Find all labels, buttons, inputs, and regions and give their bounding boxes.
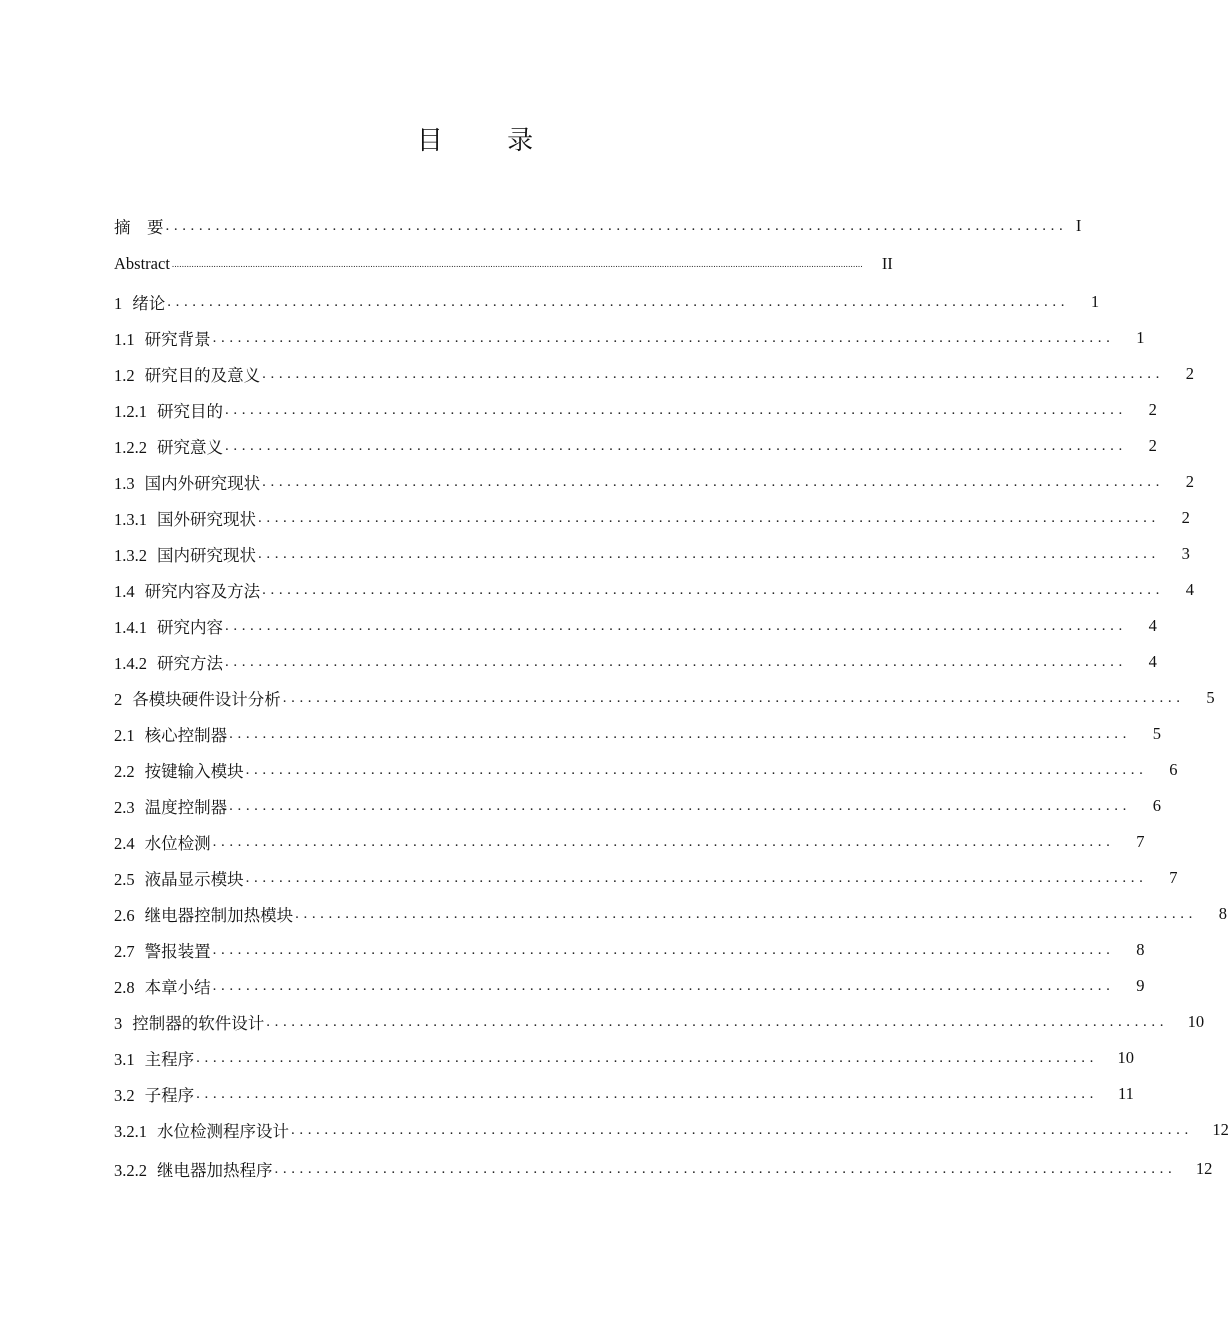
dot-leader: ............................................................................................................ — [212, 330, 1115, 346]
dot-leader: ............................................................................................................ — [295, 906, 1197, 922]
dot-leader: ............................................................................................................ — [212, 942, 1115, 958]
toc-entry-label: 2.8 本章小结 — [114, 978, 211, 997]
toc-entry[interactable] — [114, 716, 1161, 752]
dot-leader: ............................................................................................................ — [291, 1122, 1193, 1138]
toc-entry-page: 8 — [1136, 940, 1145, 959]
toc-entry[interactable] — [114, 1004, 1205, 1040]
toc-entry-label: 1 绪论 — [114, 294, 166, 313]
toc-entry[interactable] — [114, 392, 1157, 428]
toc-entry-label: 2.7 警报装置 — [114, 942, 211, 961]
toc-entry-page: II — [881, 254, 893, 273]
toc-entry-label: 2.2 按键输入模块 — [114, 762, 244, 781]
toc-entry-page: 12 — [1195, 1159, 1213, 1178]
toc-entry-label: 1.4 研究内容及方法 — [114, 582, 261, 601]
toc-entry-label: 2.1 核心控制器 — [114, 726, 228, 745]
dot-leader: ............................................................................................................ — [262, 582, 1164, 598]
dot-leader: .......................................................................................................................................................................................................................................................................................... — [171, 259, 863, 269]
toc-entry-label: 3.2.2 继电器加热程序 — [114, 1161, 273, 1180]
toc-entry[interactable] — [114, 824, 1145, 860]
toc-entry[interactable] — [114, 1040, 1134, 1076]
toc-entry-label: 1.3.1 国外研究现状 — [114, 510, 256, 529]
toc-entry-page: 6 — [1169, 760, 1178, 779]
dot-leader: ............................................................................................................ — [212, 978, 1115, 994]
dot-leader: ............................................................................................................ — [245, 870, 1148, 886]
toc-entry[interactable] — [114, 464, 1194, 500]
toc-entry-page: 2 — [1148, 400, 1157, 419]
toc-entry[interactable] — [114, 860, 1178, 896]
toc-entry-page: 2 — [1181, 508, 1190, 527]
dot-leader: ............................................................................................................ — [274, 1161, 1177, 1177]
toc-entry[interactable] — [114, 208, 1082, 244]
toc-entry[interactable] — [114, 284, 1100, 320]
toc-entry[interactable] — [114, 320, 1145, 356]
toc-entry[interactable] — [114, 608, 1157, 644]
toc-entry-label: 2.3 温度控制器 — [114, 798, 228, 817]
toc-entry-page: 10 — [1187, 1012, 1205, 1031]
toc-entry-page: I — [1075, 216, 1082, 235]
dot-leader: ............................................................................................................ — [229, 798, 1131, 814]
toc-entry-label: 1.3.2 国内研究现状 — [114, 546, 256, 565]
toc-entry-page: 12 — [1212, 1120, 1229, 1139]
dot-leader: ............................................................................................................ — [167, 294, 1070, 310]
dot-leader: ............................................................................................................ — [282, 690, 1185, 706]
toc-entry-label: Abstract — [114, 254, 170, 273]
toc-entry-label: 1.4.2 研究方法 — [114, 654, 223, 673]
toc-entry[interactable] — [114, 244, 893, 284]
toc-entry-label: 2 各模块硬件设计分析 — [114, 690, 281, 709]
toc-entry-page: 10 — [1117, 1048, 1134, 1067]
toc-entry-page: 4 — [1185, 580, 1194, 599]
toc-entry-label: 1.2.1 研究目的 — [114, 402, 223, 421]
toc-entry[interactable] — [114, 500, 1190, 536]
dot-leader: ............................................................................................................ — [196, 1086, 1098, 1102]
toc-entry-page: 6 — [1152, 796, 1161, 815]
page-title: 目 录 — [416, 126, 562, 156]
toc-entry-label: 3.1 主程序 — [114, 1050, 195, 1069]
toc-entry-page: 1 — [1090, 292, 1100, 311]
toc-entry[interactable] — [114, 968, 1145, 1004]
dot-leader: ............................................................................................................ — [245, 762, 1148, 778]
toc-entry[interactable] — [114, 1151, 1213, 1187]
toc-entry[interactable] — [114, 644, 1157, 680]
dot-leader: ............................................................................................................ — [225, 402, 1127, 418]
toc-entry-label: 1.1 研究背景 — [114, 330, 211, 349]
toc-entry-page: 8 — [1218, 904, 1227, 923]
toc-entry-page: 11 — [1118, 1084, 1134, 1103]
toc-entry-label: 摘 要 — [114, 218, 164, 237]
toc-entry-page: 3 — [1181, 544, 1190, 563]
toc-entry-page: 4 — [1148, 616, 1157, 635]
toc-entry-page: 7 — [1169, 868, 1178, 887]
toc-entry[interactable] — [114, 896, 1227, 932]
toc-entry-label: 2.4 水位检测 — [114, 834, 211, 853]
toc-entry-label: 3 控制器的软件设计 — [114, 1014, 265, 1033]
dot-leader: ............................................................................................................ — [225, 654, 1127, 670]
dot-leader: ............................................................................................................ — [212, 834, 1115, 850]
toc-entry-label: 2.6 继电器控制加热模块 — [114, 906, 294, 925]
dot-leader: ............................................................................................................ — [258, 546, 1160, 562]
toc-entry-page: 9 — [1136, 976, 1145, 995]
toc-entry-page: 4 — [1148, 652, 1157, 671]
toc-entry[interactable] — [114, 356, 1194, 392]
dot-leader: ............................................................................................................ — [258, 510, 1160, 526]
toc-entry-page: 7 — [1136, 832, 1145, 851]
toc-entry-page: 5 — [1206, 688, 1215, 707]
toc-entry-label: 2.5 液晶显示模块 — [114, 870, 244, 889]
toc-entry-label: 3.2 子程序 — [114, 1086, 195, 1105]
table-of-contents — [114, 208, 1229, 1187]
dot-leader: ............................................................................................................ — [262, 366, 1164, 382]
toc-entry[interactable] — [114, 572, 1194, 608]
toc-entry-label: 1.3 国内外研究现状 — [114, 474, 261, 493]
dot-leader: ............................................................................................................ — [229, 726, 1131, 742]
toc-entry-page: 2 — [1148, 436, 1157, 455]
toc-entry-label: 1.4.1 研究内容 — [114, 618, 223, 637]
toc-entry-page: 2 — [1185, 364, 1194, 383]
dot-leader: ............................................................................................................ — [225, 618, 1127, 634]
toc-entry-label: 1.2.2 研究意义 — [114, 438, 223, 457]
toc-entry[interactable] — [114, 752, 1178, 788]
toc-entry[interactable] — [114, 1076, 1134, 1112]
dot-leader: ............................................................................................................ — [165, 218, 1068, 234]
toc-entry[interactable] — [114, 1112, 1229, 1148]
dot-leader: ............................................................................................................ — [262, 474, 1164, 490]
toc-entry[interactable] — [114, 680, 1215, 716]
dot-leader: ............................................................................................................ — [266, 1014, 1169, 1030]
toc-entry[interactable] — [114, 932, 1145, 968]
toc-entry[interactable] — [114, 788, 1161, 824]
toc-entry-page: 5 — [1152, 724, 1161, 743]
toc-entry-page: 1 — [1136, 328, 1145, 347]
toc-entry[interactable] — [114, 428, 1157, 464]
toc-entry-label: 3.2.1 水位检测程序设计 — [114, 1122, 289, 1141]
dot-leader: ............................................................................................................ — [225, 438, 1127, 454]
toc-entry-page: 2 — [1185, 472, 1194, 491]
dot-leader: ............................................................................................................ — [196, 1050, 1098, 1066]
toc-entry[interactable] — [114, 536, 1190, 572]
toc-entry-label: 1.2 研究目的及意义 — [114, 366, 261, 385]
